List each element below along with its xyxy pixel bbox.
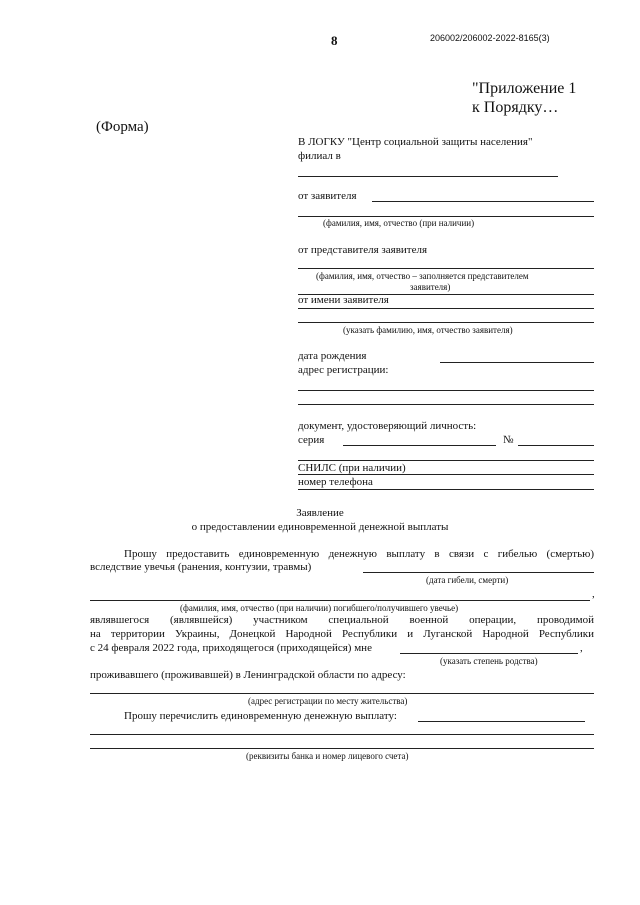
death-date-field[interactable] xyxy=(363,572,594,573)
paragraph-1-line-2: вследствие увечья (ранения, контузии, травмы) xyxy=(90,561,312,573)
kinship-field[interactable] xyxy=(400,653,578,654)
branch-line[interactable] xyxy=(298,176,558,177)
appendix-subtitle: к Порядку… xyxy=(472,99,559,116)
payment-field-3[interactable] xyxy=(90,748,594,749)
deceased-name-field[interactable] xyxy=(90,600,590,601)
on-behalf-label: от имени заявителя xyxy=(298,294,389,306)
id-document-label: документ, удостоверяющий личность: xyxy=(298,420,477,432)
representative-hint-2: заявителя) xyxy=(410,282,451,292)
paragraph-3: проживавшего (проживавшей) в Ленинградской области по адресу: xyxy=(90,669,406,681)
number-field[interactable] xyxy=(518,445,594,446)
doc-id: 206002/206002-2022-8165(3) xyxy=(430,33,550,43)
page-number: 8 xyxy=(331,33,338,48)
death-date-hint: (дата гибели, смерти) xyxy=(426,575,509,585)
comma: , xyxy=(592,588,595,600)
payment-field-2[interactable] xyxy=(90,734,594,735)
address-hint: (адрес регистрации по месту жительства) xyxy=(248,696,408,706)
paragraph-2-line-1: являвшегося (являвшейся) участником специальной военной операции, проводимой xyxy=(90,614,594,626)
statement-title: Заявление xyxy=(296,507,344,519)
addressee-to: В ЛОГКУ "Центр социальной защиты населения" xyxy=(298,136,533,148)
on-behalf-line[interactable] xyxy=(298,308,594,309)
appendix-title: "Приложение 1 xyxy=(472,80,577,97)
representative-name-field[interactable] xyxy=(298,268,594,269)
phone-field[interactable] xyxy=(298,489,594,490)
applicant-name-hint: (фамилия, имя, отчество (при наличии) xyxy=(323,218,475,228)
addressee-branch: филиал в xyxy=(298,150,341,162)
form-label: (Форма) xyxy=(96,119,149,135)
reg-address-label: адрес регистрации: xyxy=(298,364,389,376)
statement-subtitle: о предоставлении единовременной денежной выплаты xyxy=(191,521,449,533)
birth-date-field[interactable] xyxy=(440,362,594,363)
snils-field[interactable] xyxy=(298,474,594,475)
id-document-extra-line[interactable] xyxy=(298,460,594,461)
from-representative-label: от представителя заявителя xyxy=(298,244,428,256)
applicant-name-field[interactable] xyxy=(372,201,594,202)
paragraph-4: Прошу перечислить единовременную денежную выплату: xyxy=(124,710,397,722)
deceased-name-hint: (фамилия, имя, отчество (при наличии) погибшего/получившего увечье) xyxy=(180,603,459,613)
deceased-address-field[interactable] xyxy=(90,693,594,694)
phone-label: номер телефона xyxy=(298,476,373,488)
series-label: серия xyxy=(298,434,325,446)
birth-date-label: дата рождения xyxy=(298,350,367,362)
series-field[interactable] xyxy=(343,445,496,446)
paragraph-2-line-3: с 24 февраля 2022 года, приходящегося (приходящейся) мне xyxy=(90,642,372,654)
reg-address-field-2[interactable] xyxy=(298,404,594,405)
applicant-name-field-2[interactable] xyxy=(298,216,594,217)
paragraph-2-line-2: на территории Украины, Донецкой Народной Республики и Луганской Народной Республики xyxy=(90,628,594,640)
on-behalf-hint: (указать фамилию, имя, отчество заявителя) xyxy=(343,325,513,335)
reg-address-field-1[interactable] xyxy=(298,390,594,391)
representative-hint-1: (фамилия, имя, отчество – заполняется представителем xyxy=(316,271,529,281)
on-behalf-field[interactable] xyxy=(298,322,594,323)
kinship-comma: , xyxy=(580,642,583,654)
number-sign: № xyxy=(503,434,514,446)
snils-label: СНИЛС (при наличии) xyxy=(298,462,406,474)
from-applicant-label: от заявителя xyxy=(298,190,357,202)
bank-details-hint: (реквизиты банка и номер лицевого счета) xyxy=(246,751,409,761)
kinship-hint: (указать степень родства) xyxy=(440,656,538,666)
paragraph-1-line-1: Прошу предоставить единовременную денежную выплату в связи с гибелью (смертью) xyxy=(124,548,594,560)
payment-field-1[interactable] xyxy=(418,721,585,722)
